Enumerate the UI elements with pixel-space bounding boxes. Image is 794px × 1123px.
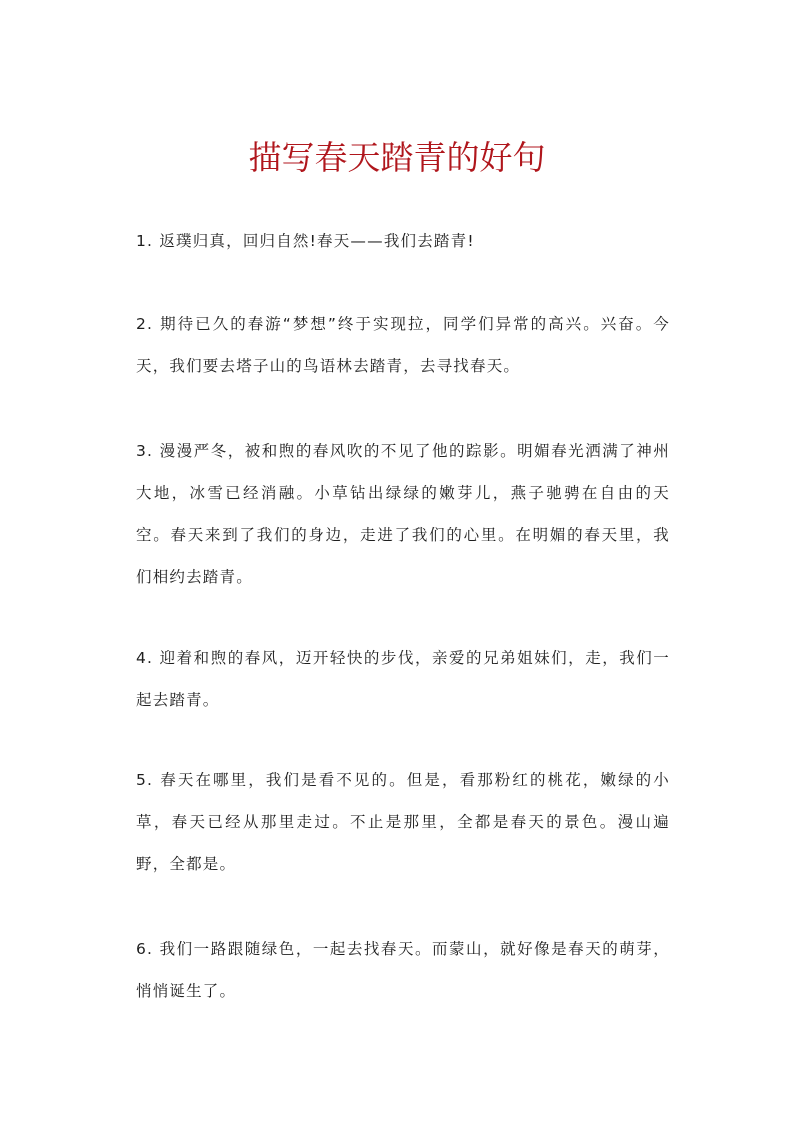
paragraph-3: 3. 漫漫严冬，被和煦的春风吹的不见了他的踪影。明媚春光洒满了神州大地，冰雪已经消融。小草钻出绿绿的嫩芽儿，燕子驰骋在自由的天空。春天来到了我们的身边，走进了我们的心里。在明媚的春天里，我们相约去踏青。 <box>136 442 670 586</box>
paragraph-2: 2. 期待已久的春游“梦想”终于实现拉，同学们异常的高兴。兴奋。今天，我们要去塔子山的鸟语林去踏青，去寻找春天。 <box>136 315 670 375</box>
paragraph-4: 4. 迎着和煦的春风，迈开轻快的步伐，亲爱的兄弟姐妹们，走，我们一起去踏青。 <box>136 649 670 709</box>
page-title: 描写春天踏青的好句 <box>248 138 546 177</box>
paragraph-1: 1. 返璞归真，回归自然!春天——我们去踏青! <box>136 232 475 250</box>
paragraph-5: 5. 春天在哪里，我们是看不见的。但是，看那粉红的桃花，嫩绿的小草，春天已经从那里走过。不止是那里，全都是春天的景色。漫山遍野，全都是。 <box>136 771 670 873</box>
paragraph-6: 6. 我们一路跟随绿色，一起去找春天。而蒙山，就好像是春天的萌芽，悄悄诞生了。 <box>136 940 670 1000</box>
